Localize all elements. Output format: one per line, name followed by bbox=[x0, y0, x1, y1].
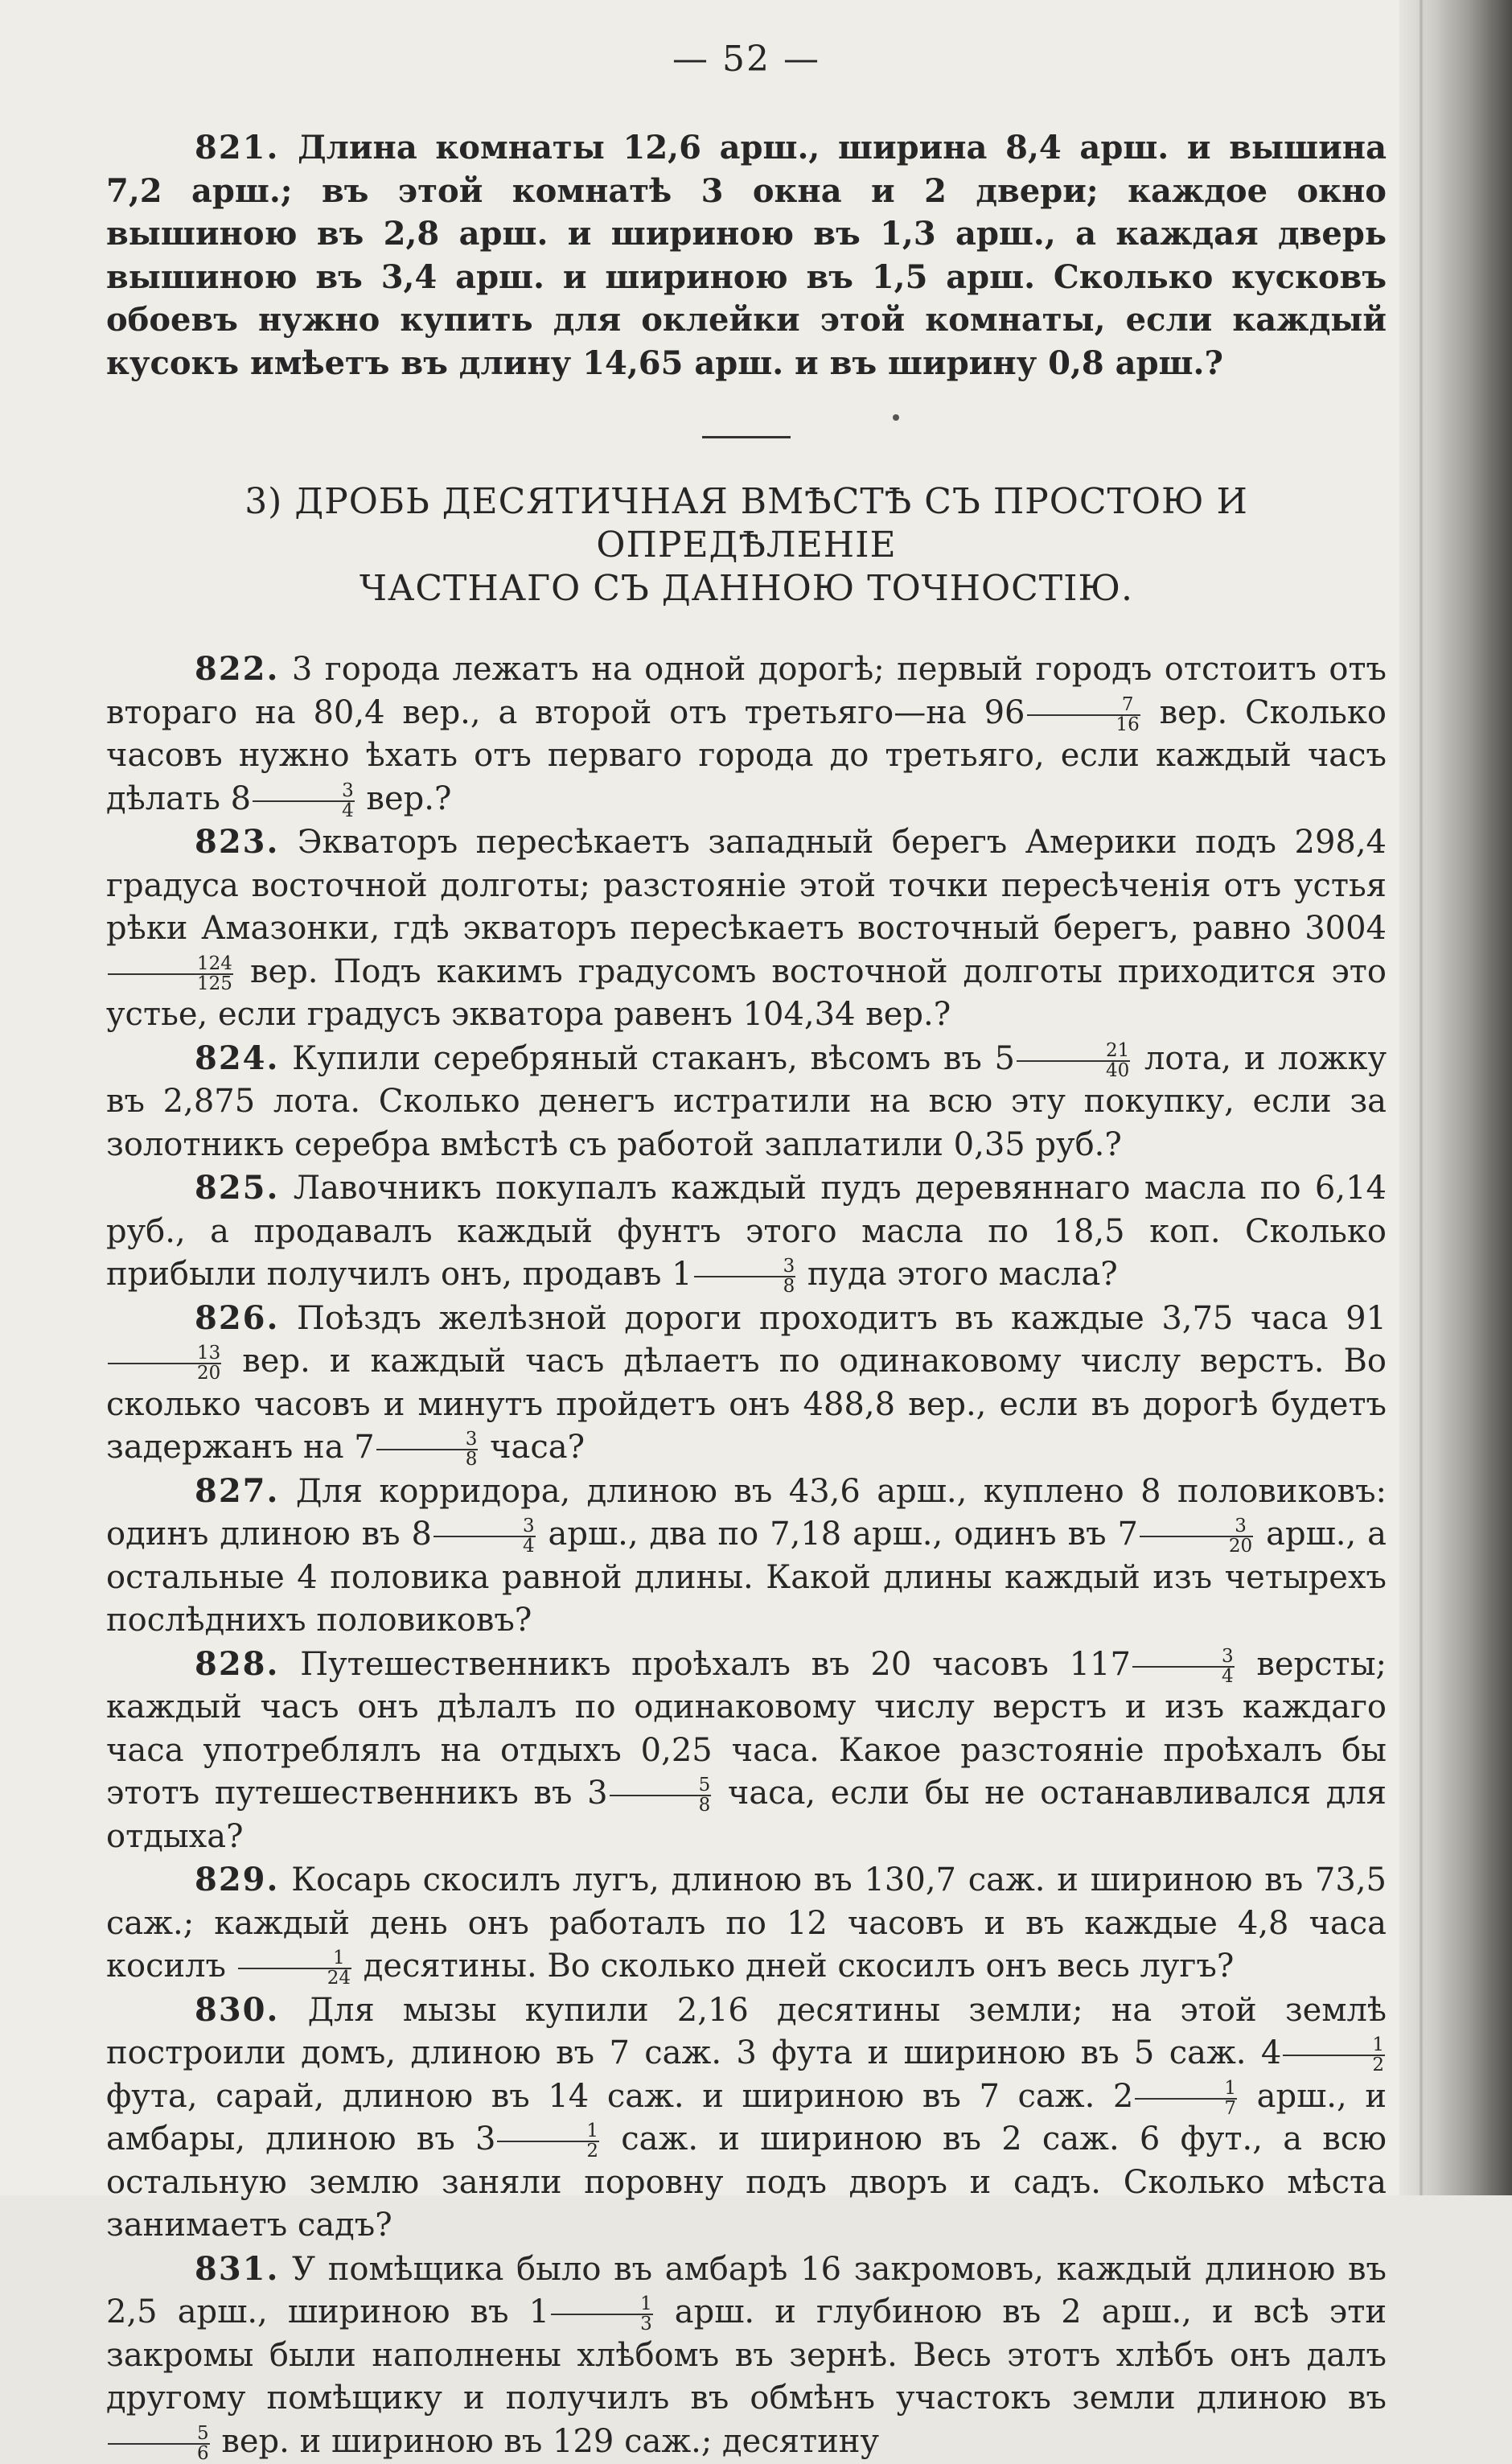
fraction: $\frac{1}{2}$ bbox=[1283, 2036, 1385, 2075]
fraction: $\frac{124}{125}$ bbox=[108, 955, 233, 993]
fraction: $\frac{1}{24}$ bbox=[238, 1949, 351, 1988]
problem-824: 824. Купили серебряный стаканъ, вѣсомъ въ 5 $\frac{21}{40}$ лота, и ложку въ 2,875 лота. Сколько денегъ истратили на всю эту покупку, если за золотникъ серебра вмѣстѣ съ работой заплатили 0,35 руб.? bbox=[106, 1039, 1387, 1163]
fraction: $\frac{3}{4}$ bbox=[1132, 1647, 1235, 1686]
problem-831: 831. У помѣщика было въ амбарѣ 16 закромовъ, каждый длиною въ 2,5 арш., шириною въ 1 $\frac{1}{3}$ арш. и глубиною въ 2 арш., и всѣ эти закромы были наполнены хлѣбомъ въ зернѣ. Весь этотъ хлѣбъ онъ далъ другому помѣщику и получилъ въ обмѣнъ участокъ земли длиною въ $\frac{5}{6}$ вер. и шириною въ 129 саж.; десятину bbox=[106, 2249, 1387, 2464]
problem-830: 830. Для мызы купили 2,16 десятины земли; на этой землѣ построили домъ, длиною въ 7 саж. 3 фута и шириною въ 5 саж. 4 $\frac{1}{2}$ фута, сарай, длиною въ 14 саж. и шириною въ 7 саж. 2 $\frac{1}{7}$ арш., и амбары, длиною въ 3 $\frac{1}{2}$ саж. и шириною въ 2 саж. 6 фут., а всю остальную землю заняли поровну подъ дворъ и садъ. Сколько мѣста занимаетъ садъ? bbox=[106, 1990, 1387, 2244]
problem-number: 825. bbox=[195, 1169, 280, 1207]
problem-823: 823. Экваторъ пересѣкаетъ западный берегъ Америки подъ 298,4 градуса восточной долготы; разстояніе этой точки пересѣченія отъ устья рѣки Амазонки, гдѣ экваторъ пересѣкаетъ восточный берегъ, равно 3004 $\frac{124}{125}$ вер. Подъ какимъ градусомъ восточной долготы приходится это устье, если градусъ экватора равенъ 104,34 вер.? bbox=[106, 823, 1387, 1033]
ink-speck bbox=[893, 414, 899, 421]
problem-number: 827. bbox=[195, 1471, 280, 1510]
problem-829: 829. Косарь скосилъ лугъ, длиною въ 130,7 саж. и шириною въ 73,5 саж.; каждый день онъ работалъ по 12 часовъ и въ каждые 4,8 часа косилъ $\frac{1}{24}$ десятины. Во сколько дней скосилъ онъ весь лугъ? bbox=[106, 1861, 1387, 1989]
fraction: $\frac{3}{4}$ bbox=[433, 1517, 536, 1556]
fraction: $\frac{3}{8}$ bbox=[694, 1257, 796, 1296]
section-divider bbox=[702, 436, 791, 438]
fraction: $\frac{21}{40}$ bbox=[1017, 1042, 1130, 1080]
problem-number: 826. bbox=[195, 1298, 280, 1337]
binding-crease bbox=[1419, 0, 1424, 2195]
problem-number: 822. bbox=[195, 650, 280, 688]
problem-825: 825. Лавочникъ покупалъ каждый пудъ деревяннаго масла по 6,14 руб., а продавалъ каждый фунтъ этого масла по 18,5 коп. Сколько прибыли получилъ онъ, продавъ 1 $\frac{3}{8}$ пуда этого масла? bbox=[106, 1169, 1387, 1297]
problem-number: 830. bbox=[195, 1990, 280, 2029]
fraction: $\frac{5}{6}$ bbox=[108, 2425, 210, 2463]
fraction: $\frac{3}{20}$ bbox=[1140, 1517, 1253, 1556]
section-heading: 3) ДРОБЬ ДЕСЯТИЧНАЯ ВМѢСТѢ СЪ ПРОСТОЮ И ОПРЕДѢЛЕНІЕ ЧАСТНАГО СЪ ДАННОЮ ТОЧНОСТІЮ. bbox=[244, 481, 1248, 609]
fraction: $\frac{3}{4}$ bbox=[253, 782, 355, 821]
problem-number: 823. bbox=[195, 823, 280, 861]
book-binding-shadow bbox=[1399, 0, 1512, 2195]
problem-number: 824. bbox=[195, 1039, 280, 1077]
fraction: $\frac{13}{20}$ bbox=[108, 1344, 221, 1383]
fraction: $\frac{1}{3}$ bbox=[551, 2295, 653, 2334]
problem-number: 828. bbox=[195, 1644, 280, 1683]
problem-826: 826. Поѣздъ желѣзной дороги проходитъ въ каждые 3,75 часа 91 $\frac{13}{20}$ вер. и каждый часъ дѣлаетъ по одинаковому числу верстъ. Во сколько часовъ и минутъ пройдетъ онъ 488,8 вер., если въ дорогѣ будетъ задержанъ на 7 $\frac{3}{8}$ часа? bbox=[106, 1298, 1387, 1470]
problem-827: 827. Для корридора, длиною въ 43,6 арш., куплено 8 половиковъ: одинъ длиною въ 8 $\frac{3}{4}$ арш., два по 7,18 арш., одинъ въ 7 $\frac{3}{20}$ арш., а остальные 4 половика равной длины. Какой длины каждый изъ четырехъ послѣднихъ половиковъ? bbox=[106, 1471, 1387, 1639]
page-number: — 52 — bbox=[672, 39, 820, 80]
fraction: $\frac{1}{7}$ bbox=[1135, 2079, 1237, 2118]
problem-828: 828. Путешественникъ проѣхалъ въ 20 часовъ 117 $\frac{3}{4}$ версты; каждый часъ онъ дѣлалъ по одинаковому числу верстъ и изъ каждаго часа употреблялъ на отдыхъ 0,25 часа. Какое разстояніе проѣхалъ бы этотъ путешественникъ въ 3 $\frac{5}{8}$ часа, если бы не останавливался для отдыха? bbox=[106, 1644, 1387, 1855]
page-content bbox=[106, 39, 1387, 2463]
problem-number: 821. bbox=[195, 129, 280, 167]
problem-number: 831. bbox=[195, 2249, 280, 2288]
problem-822: 822. 3 города лежатъ на одной дорогѣ; первый городъ отстоитъ отъ втораго на 80,4 вер., а второй отъ третьяго—на 96 $\frac{7}{16}$ вер. Сколько часовъ нужно ѣхать отъ перваго города до третьяго, если каждый часъ дѣлать 8 $\frac{3}{4}$ вер.? bbox=[106, 650, 1387, 821]
fraction: $\frac{1}{2}$ bbox=[497, 2122, 599, 2161]
fraction: $\frac{3}{8}$ bbox=[376, 1430, 479, 1469]
problem-821: 821. Длина комнаты 12,6 арш., ширина 8,4 арш. и вышина 7,2 арш.; въ этой комнатѣ 3 окна и 2 двери; каждое окно вышиною въ 2,8 арш. и шириною въ 1,3 арш., а каждая дверь вышиною въ 3,4 арш. и шириною въ 1,5 арш. Сколько кусковъ обоевъ нужно купить для оклейки этой комнаты, если каждый кусокъ имѣетъ въ длину 14,65 арш. и въ ширину 0,8 арш.? bbox=[106, 129, 1387, 382]
problem-number: 829. bbox=[195, 1861, 280, 1898]
fraction: $\frac{5}{8}$ bbox=[610, 1776, 712, 1815]
fraction: $\frac{7}{16}$ bbox=[1027, 696, 1140, 734]
